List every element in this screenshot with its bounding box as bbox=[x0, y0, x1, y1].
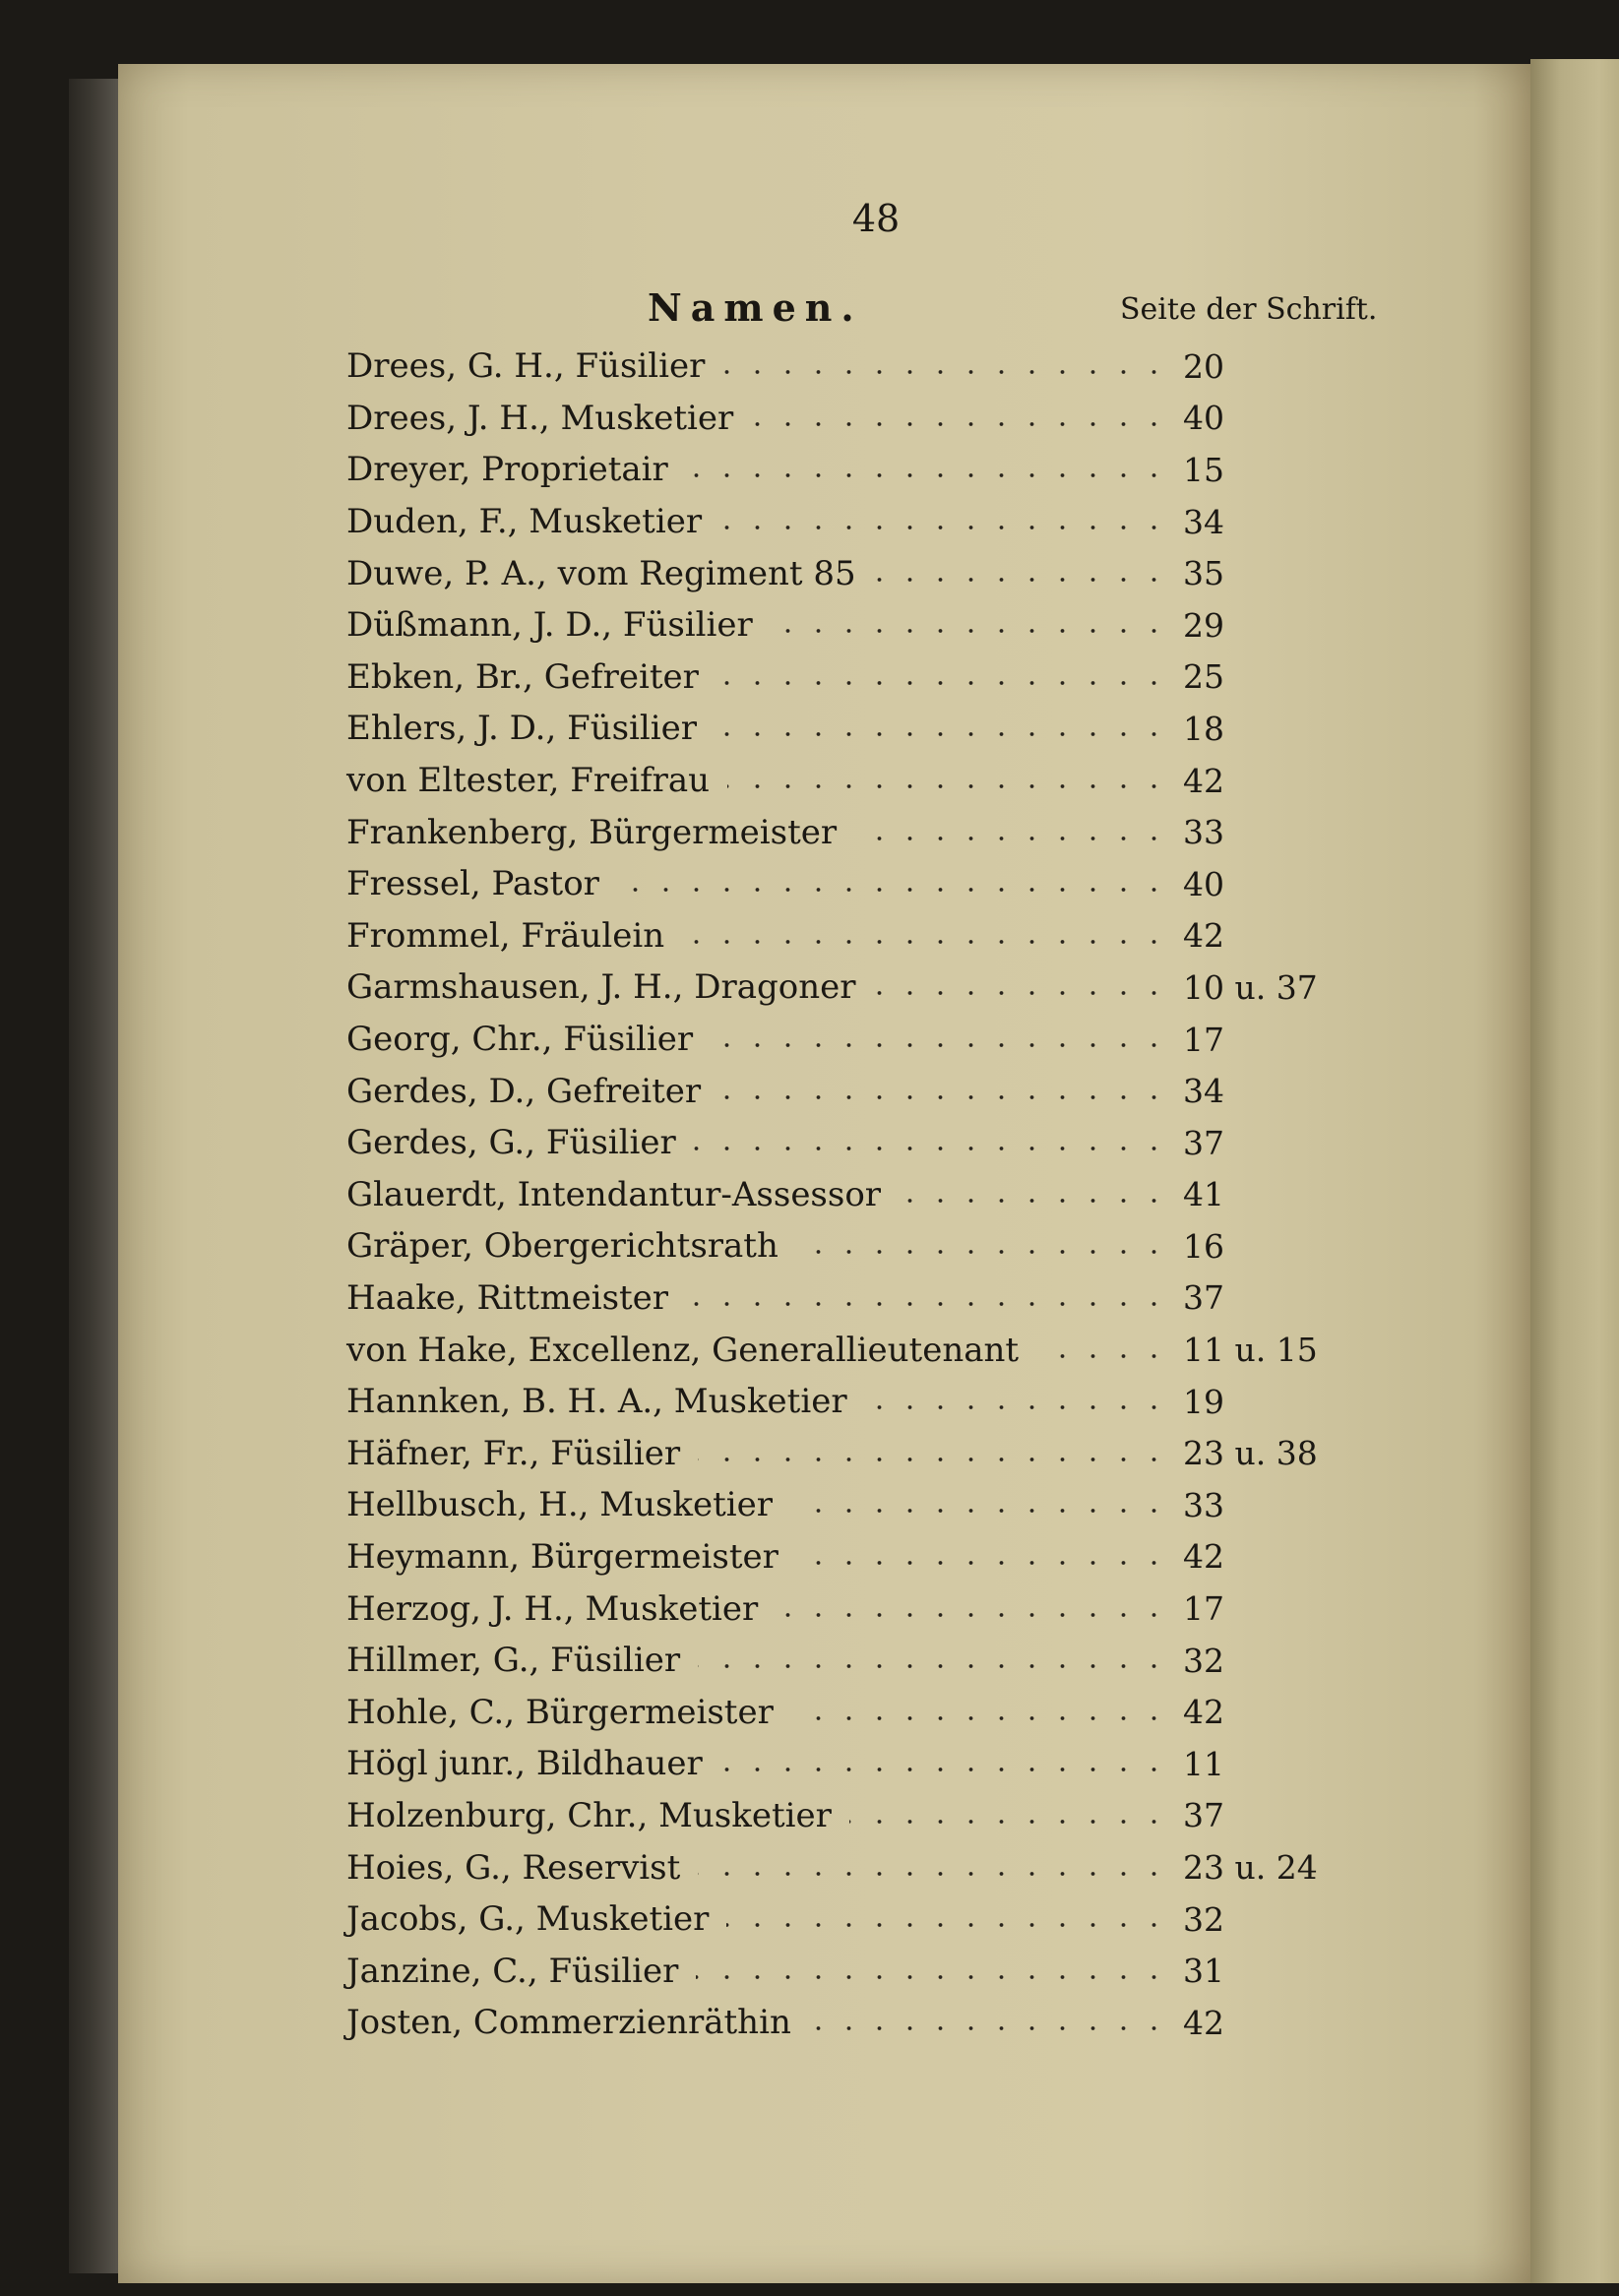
dot-leader bbox=[854, 837, 1169, 840]
index-entry bbox=[346, 1427, 1380, 1479]
entry-page-ref: 23 u. 24 bbox=[1183, 1848, 1318, 1888]
entry-page-ref: 40 bbox=[1183, 864, 1224, 903]
index-entry bbox=[346, 1531, 1380, 1583]
entry-page-ref: 42 bbox=[1183, 2003, 1224, 2042]
dot-leader bbox=[698, 1872, 1169, 1876]
entry-name: Hillmer, G., Füsilier bbox=[346, 1641, 681, 1681]
entry-page-ref: 11 bbox=[1183, 1744, 1224, 1783]
dot-leader bbox=[796, 1250, 1169, 1254]
dot-leader bbox=[790, 1509, 1169, 1513]
entry-page-ref: 40 bbox=[1183, 399, 1224, 438]
index-entry bbox=[346, 444, 1380, 496]
index-entry bbox=[346, 496, 1380, 548]
index-entry bbox=[346, 1841, 1380, 1893]
index-entry-list bbox=[346, 341, 1380, 2049]
index-entry bbox=[346, 1272, 1380, 1325]
dot-leader bbox=[751, 422, 1169, 426]
entry-page-ref: 32 bbox=[1183, 1641, 1224, 1680]
entry-page-ref: 15 bbox=[1183, 450, 1224, 489]
dot-leader bbox=[718, 1095, 1169, 1099]
entry-name: Högl junr., Bildhauer bbox=[346, 1744, 703, 1784]
entry-name: Hoies, G., Reservist bbox=[346, 1847, 681, 1888]
entry-name: Georg, Chr., Füsilier bbox=[346, 1020, 694, 1060]
entry-name: Garmshausen, J. H., Dragoner bbox=[346, 967, 856, 1008]
entry-name: Haake, Rittmeister bbox=[346, 1277, 669, 1318]
index-entry bbox=[346, 393, 1380, 445]
entry-name: Drees, G. H., Füsilier bbox=[346, 346, 706, 387]
dot-leader bbox=[726, 1923, 1169, 1927]
dot-leader bbox=[1036, 1354, 1169, 1358]
entry-page-ref: 20 bbox=[1183, 346, 1224, 386]
names-column-heading: Namen. bbox=[648, 285, 863, 330]
dot-leader bbox=[719, 526, 1169, 529]
dot-leader bbox=[865, 1405, 1169, 1409]
index-entry bbox=[346, 1945, 1380, 1997]
entry-name: Häfner, Fr., Füsilier bbox=[346, 1433, 681, 1473]
entry-page-ref: 19 bbox=[1183, 1382, 1224, 1421]
dot-leader bbox=[720, 1768, 1169, 1771]
entry-name: Fressel, Pastor bbox=[346, 864, 599, 904]
entry-page-ref: 42 bbox=[1183, 1537, 1224, 1577]
dot-leader bbox=[776, 1613, 1169, 1617]
entry-name: Duwe, P. A., vom Regiment 85 bbox=[346, 553, 856, 593]
dot-leader bbox=[791, 1716, 1169, 1720]
entry-name: Drees, J. H., Musketier bbox=[346, 398, 734, 438]
index-entry bbox=[346, 858, 1380, 910]
dot-leader bbox=[849, 1820, 1169, 1824]
entry-name: Herzog, J. H., Musketier bbox=[346, 1588, 759, 1629]
index-entry bbox=[346, 962, 1380, 1014]
index-entry bbox=[346, 1738, 1380, 1790]
entry-name: Josten, Commerzienräthin bbox=[346, 2003, 791, 2043]
dot-leader bbox=[716, 681, 1169, 685]
index-entry bbox=[346, 341, 1380, 393]
entry-name: Ebken, Br., Gefreiter bbox=[346, 656, 699, 697]
entry-page-ref: 33 bbox=[1183, 813, 1224, 852]
entry-page-ref: 31 bbox=[1183, 1952, 1224, 1991]
dot-leader bbox=[696, 1975, 1169, 1979]
dot-leader bbox=[771, 629, 1169, 633]
entry-name: Holzenburg, Chr., Musketier bbox=[346, 1795, 832, 1835]
index-entry bbox=[346, 652, 1380, 704]
entry-name: Heymann, Bürgermeister bbox=[346, 1536, 778, 1577]
entry-page-ref: 37 bbox=[1183, 1278, 1224, 1318]
index-entry bbox=[346, 1376, 1380, 1428]
entry-page-ref: 23 u. 38 bbox=[1183, 1434, 1318, 1473]
index-entry bbox=[346, 1220, 1380, 1272]
dot-leader bbox=[722, 370, 1169, 374]
index-entry bbox=[346, 1479, 1380, 1531]
page-reference-column-heading: Seite der Schrift. bbox=[1120, 292, 1378, 327]
entry-name: Gerdes, D., Gefreiter bbox=[346, 1071, 702, 1111]
entry-page-ref: 42 bbox=[1183, 916, 1224, 956]
index-entry bbox=[346, 755, 1380, 807]
entry-name: Ehlers, J. D., Füsilier bbox=[346, 709, 698, 749]
dot-leader bbox=[682, 940, 1169, 944]
entry-page-ref: 33 bbox=[1183, 1485, 1224, 1524]
dot-leader bbox=[686, 1302, 1169, 1306]
dot-leader bbox=[694, 1147, 1169, 1150]
entry-page-ref: 37 bbox=[1183, 1123, 1224, 1162]
entry-name: Frommel, Fräulein bbox=[346, 915, 665, 956]
index-entry bbox=[346, 806, 1380, 858]
entry-name: Gerdes, G., Füsilier bbox=[346, 1123, 676, 1163]
entry-name: Duden, F., Musketier bbox=[346, 502, 703, 542]
index-entry bbox=[346, 1790, 1380, 1842]
dot-leader bbox=[809, 2026, 1169, 2030]
entry-page-ref: 29 bbox=[1183, 605, 1224, 645]
dot-leader bbox=[711, 1043, 1169, 1047]
index-entry bbox=[346, 1635, 1380, 1687]
index-entry bbox=[346, 547, 1380, 599]
index-entry bbox=[346, 910, 1380, 962]
entry-name: Düßmann, J. D., Füsilier bbox=[346, 605, 753, 646]
index-entry bbox=[346, 703, 1380, 755]
entry-name: Hohle, C., Bürgermeister bbox=[346, 1692, 774, 1732]
index-entry bbox=[346, 1893, 1380, 1946]
entry-name: Glauerdt, Intendantur-Assessor bbox=[346, 1174, 882, 1214]
entry-page-ref: 34 bbox=[1183, 502, 1224, 541]
entry-page-ref: 25 bbox=[1183, 657, 1224, 697]
index-entry bbox=[346, 1686, 1380, 1738]
entry-page-ref: 10 u. 37 bbox=[1183, 967, 1318, 1007]
dot-leader bbox=[874, 991, 1169, 995]
entry-name: Hellbusch, H., Musketier bbox=[346, 1485, 774, 1525]
facing-page-edge bbox=[1530, 59, 1619, 2283]
dot-leader bbox=[899, 1199, 1169, 1203]
entry-name: von Hake, Excellenz, Generallieutenant bbox=[346, 1330, 1020, 1370]
entry-page-ref: 11 u. 15 bbox=[1183, 1331, 1318, 1370]
index-entry bbox=[346, 1997, 1380, 2049]
entry-page-ref: 42 bbox=[1183, 761, 1224, 800]
dot-leader bbox=[698, 1458, 1169, 1461]
index-entry bbox=[346, 1014, 1380, 1066]
entry-page-ref: 35 bbox=[1183, 554, 1224, 593]
entry-page-ref: 16 bbox=[1183, 1226, 1224, 1266]
entry-page-ref: 37 bbox=[1183, 1796, 1224, 1835]
index-entry bbox=[346, 599, 1380, 652]
entry-name: Gräper, Obergerichtsrath bbox=[346, 1226, 778, 1267]
entry-name: Frankenberg, Bürgermeister bbox=[346, 812, 838, 852]
dot-leader bbox=[698, 1664, 1169, 1668]
dot-leader bbox=[715, 732, 1169, 736]
entry-page-ref: 17 bbox=[1183, 1020, 1224, 1059]
dot-leader bbox=[617, 888, 1169, 892]
index-entry bbox=[346, 1065, 1380, 1117]
entry-page-ref: 32 bbox=[1183, 1899, 1224, 1939]
entry-name: Janzine, C., Füsilier bbox=[346, 1951, 679, 1991]
index-entry bbox=[346, 1324, 1380, 1376]
entry-name: von Eltester, Freifrau bbox=[346, 761, 711, 801]
entry-page-ref: 18 bbox=[1183, 709, 1224, 748]
dot-leader bbox=[686, 473, 1169, 477]
entry-name: Hannken, B. H. A., Musketier bbox=[346, 1382, 847, 1422]
entry-page-ref: 34 bbox=[1183, 1072, 1224, 1111]
index-entry bbox=[346, 1117, 1380, 1169]
entry-page-ref: 41 bbox=[1183, 1175, 1224, 1214]
index-entry bbox=[346, 1169, 1380, 1221]
entry-page-ref: 42 bbox=[1183, 1693, 1224, 1732]
entry-name: Dreyer, Proprietair bbox=[346, 450, 668, 490]
entry-page-ref: 17 bbox=[1183, 1589, 1224, 1629]
dot-leader bbox=[727, 784, 1169, 788]
dot-leader bbox=[874, 578, 1169, 582]
entry-name: Jacobs, G., Musketier bbox=[346, 1899, 710, 1940]
index-entry bbox=[346, 1582, 1380, 1635]
page-number: 48 bbox=[851, 197, 901, 240]
dot-leader bbox=[796, 1561, 1169, 1565]
